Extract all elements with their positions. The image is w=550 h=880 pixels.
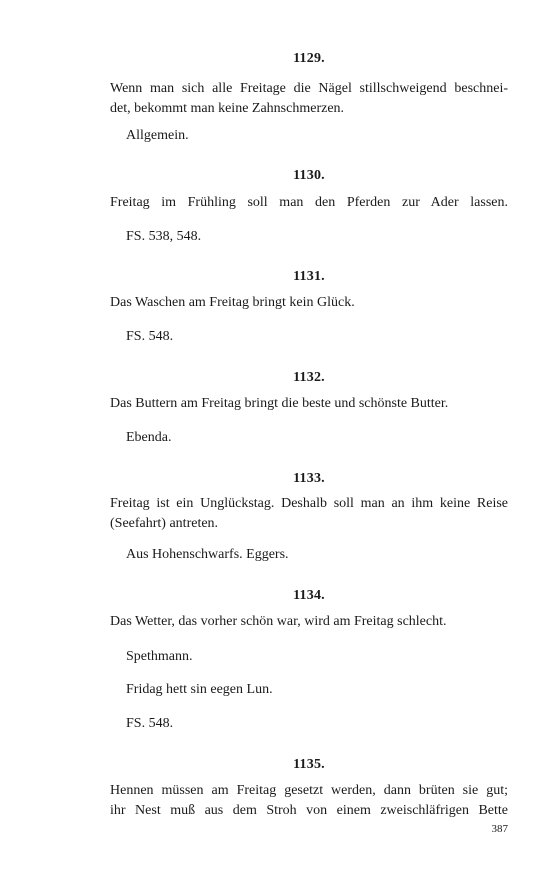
entry-number: 1135. bbox=[293, 757, 325, 772]
book-page bbox=[110, 0, 508, 880]
entry-number: 1130. bbox=[293, 168, 325, 183]
entry-text bbox=[110, 781, 508, 821]
entry-text bbox=[110, 193, 508, 213]
text-line: Das Buttern am Freitag bringt die beste und schönste Butter. bbox=[110, 396, 449, 411]
entry-source: Aus Hohenschwarfs. Eggers. bbox=[126, 547, 289, 562]
entry-number: 1133. bbox=[293, 471, 325, 486]
entry-text bbox=[110, 394, 508, 414]
entry-source: FS. 538, 548. bbox=[126, 229, 202, 244]
text-line: (Seefahrt) antreten. bbox=[110, 516, 219, 531]
entry-source: FS. 548. bbox=[126, 329, 174, 344]
text-line: det, bekommt man keine Zahnschmerzen. bbox=[110, 101, 345, 116]
entry-source: Ebenda. bbox=[126, 430, 172, 445]
entry-source: Fridag hett sin eegen Lun. bbox=[126, 682, 273, 697]
entry-source: Allgemein. bbox=[126, 128, 189, 143]
entry-text bbox=[110, 79, 508, 119]
entry-source: Spethmann. bbox=[126, 649, 193, 664]
text-line: Freitag ist ein Unglückstag. Deshalb soll man an ihm keine Reise bbox=[110, 496, 508, 511]
text-line: Wenn man sich alle Freitage die Nägel stillschweigend beschnei- bbox=[110, 81, 508, 96]
text-line: Hennen müssen am Freitag gesetzt werden, dann brüten sie gut; bbox=[110, 783, 508, 798]
entry-text bbox=[110, 293, 508, 313]
text-line: Freitag im Frühling soll man den Pferden zur Ader lassen. bbox=[110, 195, 508, 210]
page-number: 387 bbox=[491, 823, 508, 835]
text-line: ihr Nest muß aus dem Stroh von einem zweischläfrigen Bette bbox=[110, 803, 508, 818]
entry-number: 1129. bbox=[293, 51, 325, 66]
text-line: Das Wetter, das vorher schön war, wird am Freitag schlecht. bbox=[110, 614, 447, 629]
entry-text bbox=[110, 494, 508, 534]
entry-text bbox=[110, 612, 508, 632]
entry-number: 1134. bbox=[293, 588, 325, 603]
text-line: Das Waschen am Freitag bringt kein Glück. bbox=[110, 295, 355, 310]
entry-number: 1132. bbox=[293, 370, 325, 385]
entry-number: 1131. bbox=[293, 269, 325, 284]
entry-source: FS. 548. bbox=[126, 716, 174, 731]
